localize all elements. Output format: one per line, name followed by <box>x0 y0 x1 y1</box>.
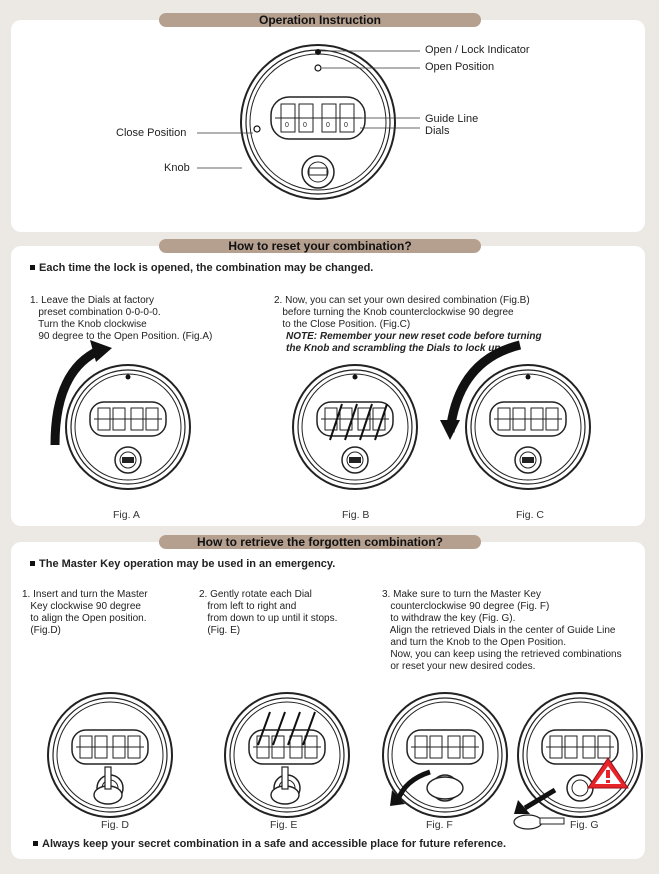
text-line: to the Close Position. (Fig.C) <box>274 319 411 330</box>
text-line: 2. Gently rotate each Dial <box>199 589 312 600</box>
bullet-icon <box>33 841 38 846</box>
text-line: (Fig.D) <box>22 625 61 636</box>
label-close-position: Close Position <box>116 127 187 139</box>
text-line: from left to right and <box>199 601 297 612</box>
label-dials: Dials <box>425 125 450 137</box>
text-line: (Fig. E) <box>199 625 241 636</box>
svg-text:0: 0 <box>285 122 289 129</box>
retrieve-combination-banner: How to retrieve the forgotten combination? <box>159 535 481 549</box>
text-line: or reset your new desired codes. <box>382 661 536 672</box>
text-line: preset combination 0-0-0-0. <box>30 307 161 318</box>
fig-a-label: Fig. A <box>113 509 140 521</box>
text-line: 1. Leave the Dials at factory <box>30 295 154 306</box>
fig-d-label: Fig. D <box>101 819 130 831</box>
footer-note <box>33 838 506 850</box>
label-open-lock-indicator: Open / Lock Indicator <box>425 44 530 56</box>
text-line: 90 degree to the Open Position. (Fig.A) <box>30 331 213 342</box>
label-guide-line: Guide Line <box>425 113 479 125</box>
fig-g-label: Fig. G <box>570 819 599 831</box>
footer-note-text: Always keep your secret combination in a safe and accessible place for future reference. <box>42 838 507 850</box>
text-line: NOTE: Remember your new reset code before turning <box>286 331 542 342</box>
label-knob: Knob <box>164 162 190 174</box>
label-open-position: Open Position <box>425 61 495 73</box>
text-line: from down to up until it stops. <box>199 613 338 624</box>
svg-text:0: 0 <box>326 122 330 129</box>
reset-combination-banner: How to reset your combination? <box>159 239 481 253</box>
text-line: 3. Make sure to turn the Master Key <box>382 589 541 600</box>
text-line: Turn the Knob clockwise <box>30 319 147 330</box>
text-line: to withdraw the key (Fig. G). <box>382 613 516 624</box>
text-line: Align the retrieved Dials in the center of Guide Line <box>382 625 616 636</box>
text-line: the Knob and scrambling the Dials to lock up. <box>286 343 504 354</box>
text-line: to align the Open position. <box>22 613 147 624</box>
fig-e-label: Fig. E <box>270 819 298 831</box>
fig-f-label: Fig. F <box>426 819 453 831</box>
text-line: and turn the Knob to the Open Position. <box>382 637 567 648</box>
text-line: Key clockwise 90 degree <box>22 601 141 612</box>
svg-text:0: 0 <box>303 122 307 129</box>
operation-instruction-banner: Operation Instruction <box>159 13 481 27</box>
reset-bullet-text: Each time the lock is opened, the combination may be changed. <box>39 262 374 274</box>
text-line: counterclockwise 90 degree (Fig. F) <box>382 601 550 612</box>
text-line: 1. Insert and turn the Master <box>22 589 148 600</box>
svg-text:0: 0 <box>344 122 348 129</box>
fig-b-label: Fig. B <box>342 509 370 521</box>
text-line: before turning the Knob counterclockwise 90 degree <box>274 307 514 318</box>
retrieve-bullet-text: The Master Key operation may be used in an emergency. <box>39 558 336 570</box>
fig-c-label: Fig. C <box>516 509 545 521</box>
text-line: 2. Now, you can set your own desired combination (Fig.B) <box>274 295 530 306</box>
text-line: Now, you can keep using the retrieved combinations <box>382 649 622 660</box>
